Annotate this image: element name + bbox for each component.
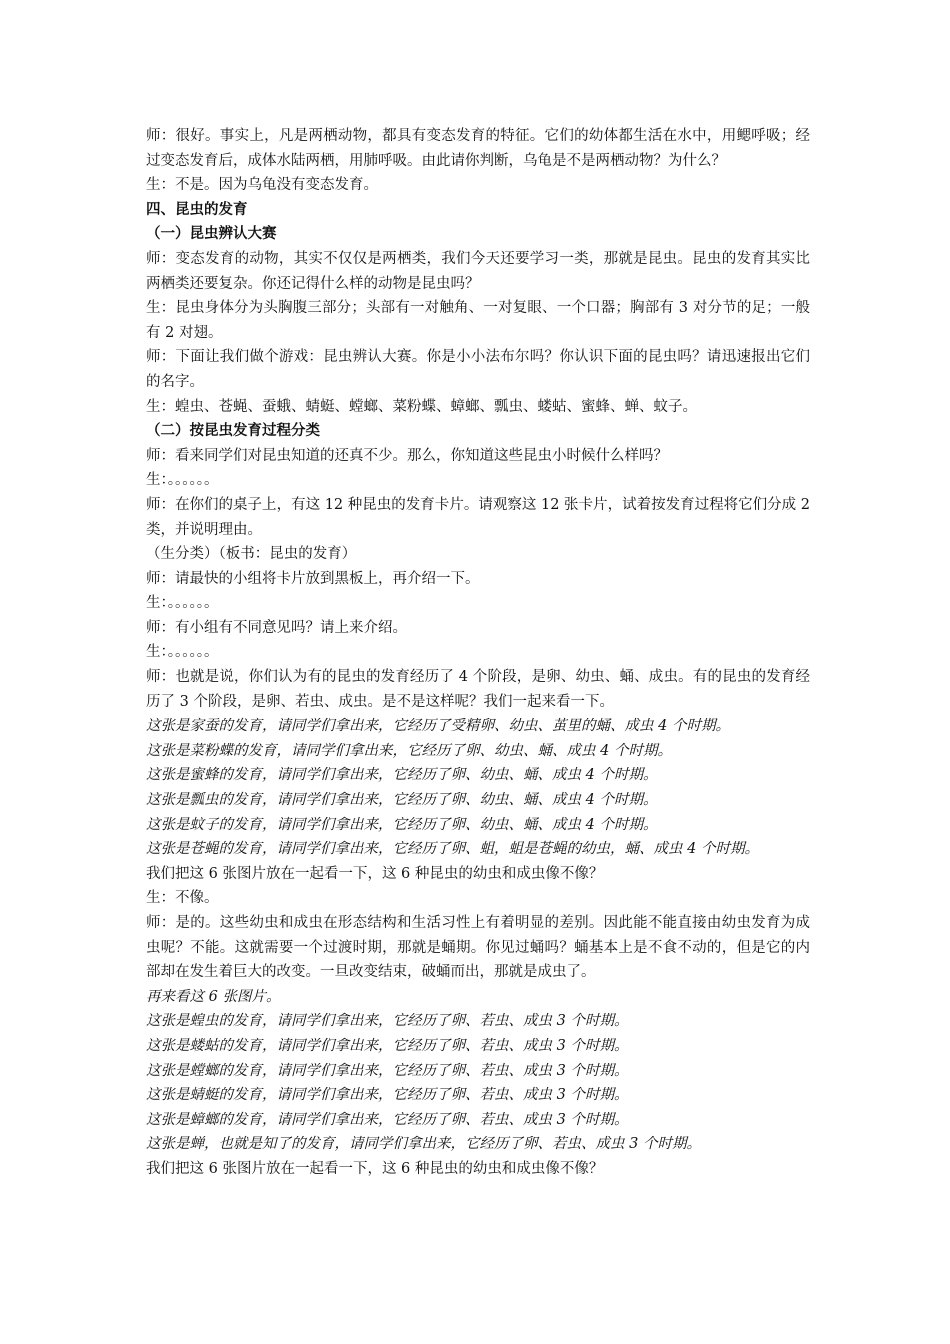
paragraph: （生分类）（板书：昆虫的发育）: [146, 546, 357, 563]
paragraph: 师：在你们的桌子上，有这 12 种昆虫的发育卡片。请观察这 12 张卡片，试着按发育过程将它们分成 2 类，并说明理由。: [146, 496, 815, 538]
paragraph: 生：不像。: [146, 890, 219, 907]
italic-line: 这张是螳螂的发育，请同学们拿出来，它经历了卵、若虫、成虫 3 个时期。: [146, 1062, 629, 1079]
paragraph: 我们把这 6 张图片放在一起看一下，这 6 种昆虫的幼虫和成虫像不像？: [146, 1160, 604, 1177]
italic-line: 再来看这 6 张图片。: [146, 988, 281, 1005]
subsection-heading: （一）昆虫辨认大赛: [146, 225, 277, 243]
italic-line: 这张是苍蝇的发育，请同学们拿出来，它经历了卵、蛆，蛆是苍蝇的幼虫，蛹、成虫 4 个时期。: [146, 841, 759, 858]
document-page: [146, 124, 815, 1182]
italic-line: 这张是蝼蛄的发育，请同学们拿出来，它经历了卵、若虫、成虫 3 个时期。: [146, 1037, 629, 1054]
paragraph: 生：蝗虫、苍蝇、蚕蛾、蜻蜓、螳螂、菜粉蝶、蟑螂、瓢虫、蝼蛄、蜜蜂、蝉、蚊子。: [146, 398, 697, 415]
paragraph: 生：不是。因为乌龟没有变态发育。: [146, 177, 378, 194]
italic-line: 这张是家蚕的发育，请同学们拿出来，它经历了受精卵、幼虫、茧里的蛹、成虫 4 个时期。: [146, 718, 730, 735]
paragraph: 生：昆虫身体分为头胸腹三部分；头部有一对触角、一对复眼、一个口器；胸部有 3 对分节的足；一般有 2 对翅。: [146, 300, 810, 341]
paragraph: 师：有小组有不同意见吗？请上来介绍。: [146, 619, 407, 636]
italic-line: 这张是菜粉蝶的发育，请同学们拿出来，它经历了卵、幼虫、蛹、成虫 4 个时期。: [146, 742, 672, 759]
italic-line: 这张是蜻蜓的发育，请同学们拿出来，它经历了卵、若虫、成虫 3 个时期。: [146, 1087, 629, 1104]
paragraph: 师：很好。事实上，凡是两栖动物，都具有变态发育的特征。它们的幼体都生活在水中，用鳃呼吸；经过变态发育后，成体水陆两栖，用肺呼吸。由此请你判断，乌龟是不是两栖动物？为什么？: [146, 128, 810, 169]
italic-line: 这张是蚊子的发育，请同学们拿出来，它经历了卵、幼虫、蛹、成虫 4 个时期。: [146, 816, 658, 833]
paragraph: 师：看来同学们对昆虫知道的还真不少。那么，你知道这些昆虫小时候什么样吗？: [146, 447, 668, 464]
paragraph: 我们把这 6 张图片放在一起看一下，这 6 种昆虫的幼虫和成虫像不像？: [146, 865, 604, 882]
paragraph: 师：也就是说，你们认为有的昆虫的发育经历了 4 个阶段，是卵、幼虫、蛹、成虫。有的昆虫的发育经历了 3 个阶段，是卵、若虫、成虫。是不是这样呢？我们一起来看一下。: [146, 669, 810, 710]
section-heading: 四、昆虫的发育: [146, 200, 248, 218]
italic-line: 这张是蟑螂的发育，请同学们拿出来，它经历了卵、若虫、成虫 3 个时期。: [146, 1111, 629, 1128]
paragraph: 生：。。。。。。: [146, 472, 219, 489]
italic-line: 这张是蜜蜂的发育，请同学们拿出来，它经历了卵、幼虫、蛹、成虫 4 个时期。: [146, 767, 658, 784]
paragraph: 师：请最快的小组将卡片放到黑板上，再介绍一下。: [146, 570, 480, 587]
paragraph: 师：变态发育的动物，其实不仅仅是两栖类，我们今天还要学习一类，那就是昆虫。昆虫的发育其实比两栖类还要复杂。你还记得什么样的动物是昆虫吗？: [146, 250, 810, 292]
paragraph: 师：是的。这些幼虫和成虫在形态结构和生活习性上有着明显的差别。因此能不能直接由幼虫发育为成虫呢？不能。这就需要一个过渡时期，那就是蛹期。你见过蛹吗？蛹基本上是不食不动的，但是它的内部却在发生着巨大的改变。一旦改变结束，破蛹而出，那就是成虫了。: [146, 915, 810, 981]
italic-line: 这张是蝉，也就是知了的发育，请同学们拿出来，它经历了卵、若虫、成虫 3 个时期。: [146, 1136, 701, 1153]
paragraph: 生：。。。。。。: [146, 595, 219, 612]
italic-line: 这张是蝗虫的发育，请同学们拿出来，它经历了卵、若虫、成虫 3 个时期。: [146, 1013, 629, 1030]
subsection-heading: （二）按昆虫发育过程分类: [146, 422, 320, 440]
italic-line: 这张是瓢虫的发育，请同学们拿出来，它经历了卵、幼虫、蛹、成虫 4 个时期。: [146, 792, 658, 809]
paragraph: 师：下面让我们做个游戏：昆虫辨认大赛。你是小小法布尔吗？你认识下面的昆虫吗？请迅速报出它们的名字。: [146, 349, 810, 390]
paragraph: 生：。。。。。。: [146, 644, 219, 661]
